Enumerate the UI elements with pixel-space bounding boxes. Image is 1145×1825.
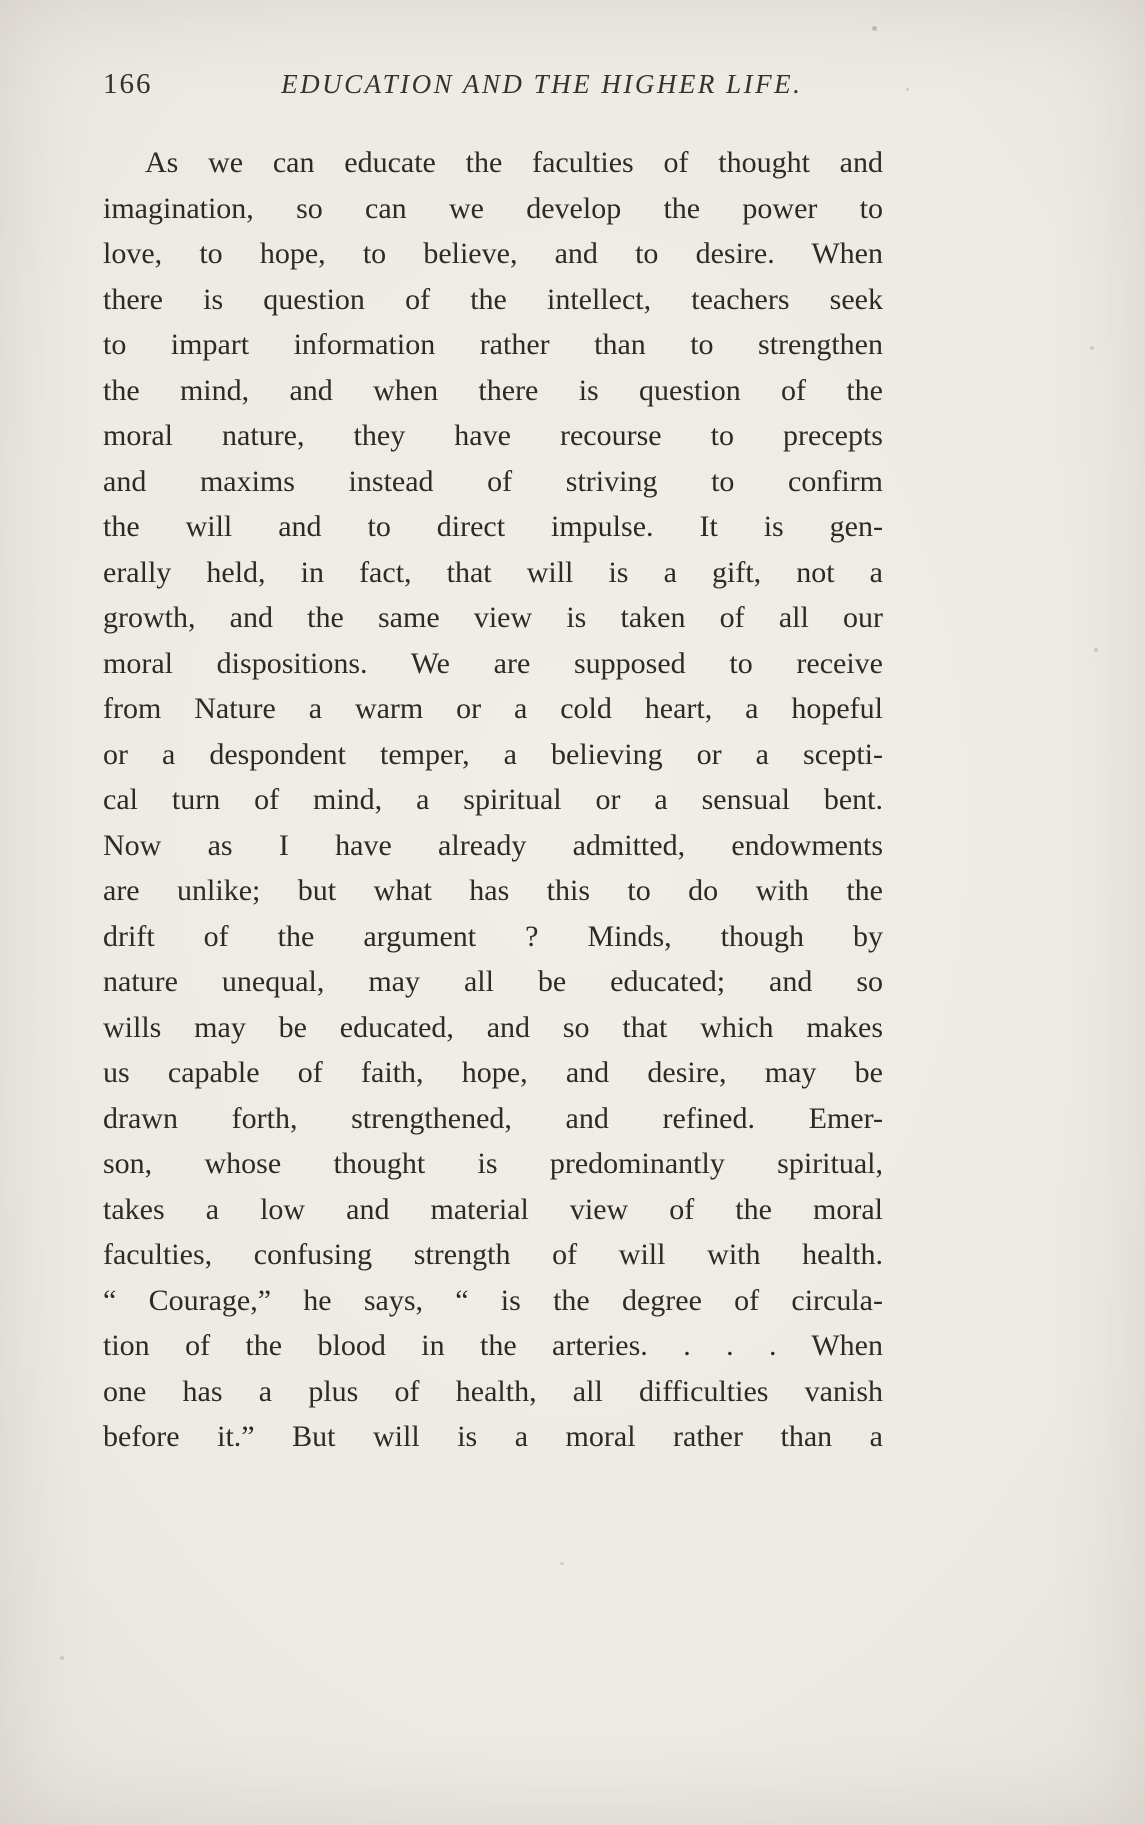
scan-speck	[1094, 648, 1098, 652]
text-line: growth, and the same view is taken of all our	[103, 601, 883, 634]
running-title: EDUCATION AND THE HIGHER LIFE.	[281, 69, 803, 99]
scan-speck	[906, 88, 909, 91]
text-line: there is question of the intellect, teachers seek	[103, 282, 883, 316]
text-line: nature unequal, may all be educated; and so	[103, 965, 883, 998]
text-line: moral nature, they have recourse to precepts	[103, 419, 883, 452]
text-line: imagination, so can we develop the power to	[103, 191, 883, 225]
text-line: son, whose thought is predominantly spiritual,	[103, 1147, 883, 1180]
text-line: are unlike; but what has this to do with the	[103, 874, 883, 907]
text-line: faculties, confusing strength of will with health.	[103, 1238, 883, 1271]
text-line: takes a low and material view of the moral	[103, 1192, 883, 1226]
scan-speck	[1090, 346, 1094, 350]
text-line: “ Courage,” he says, “ is the degree of circula-	[103, 1283, 883, 1317]
text-line: As we can educate the faculties of thought and	[145, 146, 883, 179]
text-line: from Nature a warm or a cold heart, a hopeful	[103, 692, 883, 725]
text-line: moral dispositions. We are supposed to receive	[103, 646, 883, 680]
page-header	[103, 68, 883, 101]
text-line: the mind, and when there is question of the	[103, 373, 883, 407]
text-line: cal turn of mind, a spiritual or a sensual bent.	[103, 783, 883, 816]
scan-speck	[872, 26, 877, 31]
text-line: and maxims instead of striving to confirm	[103, 464, 883, 498]
text-line: erally held, in fact, that will is a gift, not a	[103, 555, 883, 589]
text-line: us capable of faith, hope, and desire, may be	[103, 1056, 883, 1089]
text-line: tion of the blood in the arteries. . . . When	[103, 1329, 883, 1362]
body-text	[103, 140, 883, 1460]
text-line: drift of the argument ? Minds, though by	[103, 919, 883, 953]
text-line: one has a plus of health, all difficulties vanish	[103, 1374, 883, 1408]
text-line: to impart information rather than to strengthen	[103, 328, 883, 361]
text-line: drawn forth, strengthened, and refined. Emer-	[103, 1101, 883, 1135]
text-line: love, to hope, to believe, and to desire. When	[103, 237, 883, 270]
text-line: before it.” But will is a moral rather than a	[103, 1420, 883, 1453]
text-line: the will and to direct impulse. It is gen-	[103, 510, 883, 543]
text-line: or a despondent temper, a believing or a scepti-	[103, 737, 883, 771]
scan-speck	[560, 1562, 564, 1565]
text-line: Now as I have already admitted, endowments	[103, 828, 883, 862]
text-line: wills may be educated, and so that which makes	[103, 1010, 883, 1044]
page-number: 166	[103, 68, 153, 100]
scan-speck	[60, 1656, 64, 1660]
